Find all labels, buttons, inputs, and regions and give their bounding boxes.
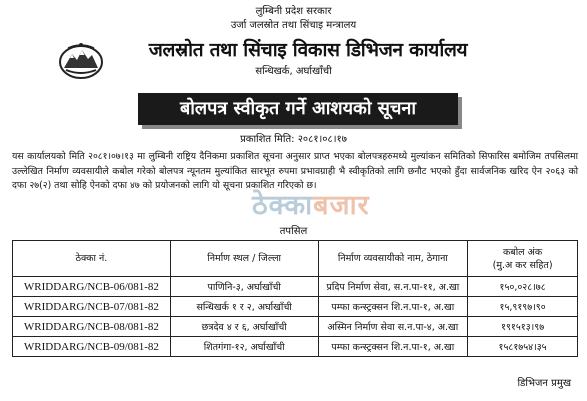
contracts-table	[12, 240, 578, 357]
header-contractor: निर्माण व्यवसायीको नाम, ठेगाना	[318, 241, 468, 277]
published-date: प्रकाशित मिति: २०८१।०८।१७	[240, 134, 347, 145]
table-row	[13, 277, 578, 297]
row-site: सन्धिखर्क १ र २, अर्घाखाँची	[170, 297, 318, 317]
row-site: पाणिनि-३, अर्घाखाँची	[170, 277, 318, 297]
table-row	[13, 317, 578, 337]
row-site: शितगंगा-१२, अर्घाखाँची	[170, 337, 318, 357]
row-contractor: पम्फा कन्स्ट्रक्सन शि.न.पा-१, अ.खा	[318, 337, 468, 357]
row-code: WRIDDARG/NCB-09/081-82	[13, 337, 171, 357]
ministry-name: उर्जा जलस्रोत तथा सिंचाइ मन्त्रालय	[230, 20, 357, 31]
header-amount	[468, 241, 578, 277]
row-amount: १९१५१३।९७	[468, 317, 578, 337]
row-amount: १५८१७५४।३५	[468, 337, 578, 357]
watermark-logo	[252, 185, 370, 222]
row-site: छत्रदेव ४ र ६, अर्घाखाँची	[170, 317, 318, 337]
row-code: WRIDDARG/NCB-07/081-82	[13, 297, 171, 317]
header-amount-sub: (मु.अ कर सहित)	[492, 259, 553, 271]
signature-title: डिभिजन प्रमुख	[517, 378, 571, 389]
table-row	[13, 297, 578, 317]
row-amount: १५०,०२८।७८	[468, 277, 578, 297]
watermark-part2: बजार	[313, 190, 370, 221]
header-site: निर्माण स्थल / जिल्ला	[170, 241, 318, 277]
row-code: WRIDDARG/NCB-08/081-82	[13, 317, 171, 337]
table-caption: तपसिल	[279, 226, 308, 237]
province-government: लुम्बिनी प्रदेश सरकार	[255, 6, 332, 17]
nepal-government-emblem-icon	[58, 40, 104, 80]
row-contractor: पम्फा कन्स्ट्रक्सन शि.न.पा-१, अ.खा	[318, 297, 468, 317]
header-amount-label: कबोल अंक	[502, 246, 543, 258]
row-amount: १५,९१९७।९०	[468, 297, 578, 317]
notice-title: बोलपत्र स्वीकृत गर्ने आशयको सूचना	[138, 93, 458, 125]
table-row	[13, 337, 578, 357]
notice-body: यस कार्यालयको मिति २०८१।०७।१३ मा लुम्बिनी राष्ट्रिय दैनिकमा प्रकाशित सूचना अनुसार प्राप्त भएका बोलपत्रहरुमध्ये मुल्यांकन समितिको सिफारिस बमोजिम तपसिलमा उल्लेखित निर्माण व्यवसायीले कबोल गरेको बोलपत्र न्यूनतम मुल्यांकित सारभूत रुपमा प्रभावग्राही भै स्वीकृतिको लागि छनौट भएको हुँदा सार्वजनिक खरिद ऐन २०६३ को दफा २७(२) तथा सोहि ऐनको दफा ४७ को प्रयोजनको लागि यो सूचना प्रकाशित गरिएको छ।	[12, 151, 578, 191]
watermark-part1: ठेक्का	[252, 190, 314, 221]
header-code: ठेक्का नं.	[13, 241, 171, 277]
row-code: WRIDDARG/NCB-06/081-82	[13, 277, 171, 297]
office-name: जलस्रोत तथा सिंचाइ विकास डिभिजन कार्यालय	[148, 39, 468, 61]
row-contractor: अस्मिन निर्माण सेवा स.न.पा-४, अ.खा	[318, 317, 468, 337]
table-header-row	[13, 241, 578, 277]
row-contractor: प्रदिप निर्माण सेवा, स.न.पा-११, अ.खा	[318, 277, 468, 297]
office-location: सन्धिखर्क, अर्घाखाँची	[255, 66, 332, 77]
